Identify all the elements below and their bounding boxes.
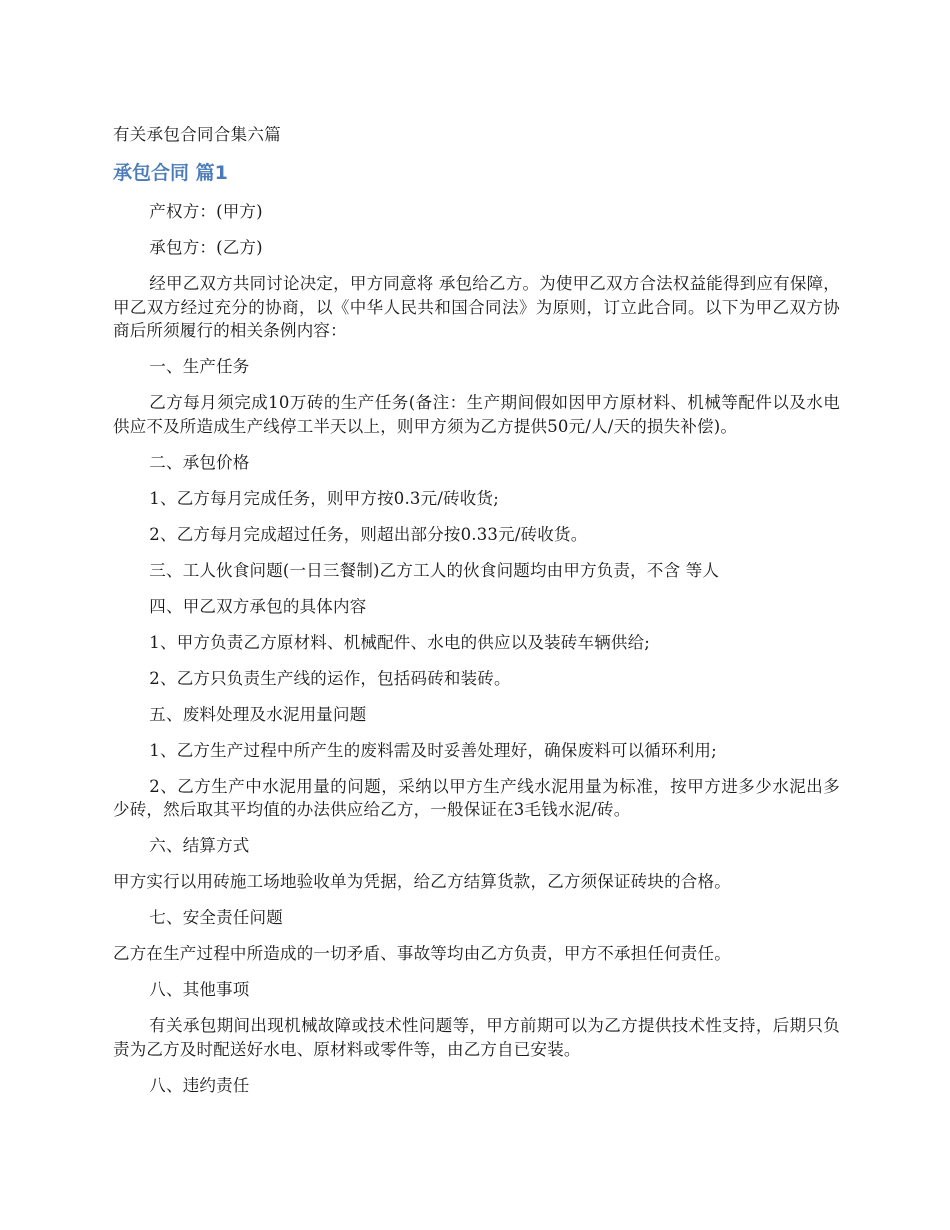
- document-title: 有关承包合同合集六篇: [113, 125, 281, 144]
- clause-item-scope-1: 1、甲方负责乙方原材料、机械配件、水电的供应以及装砖车辆供给;: [149, 632, 651, 652]
- clause-heading-breach: 八、违约责任: [149, 1075, 250, 1095]
- section-heading: 承包合同 篇1: [113, 162, 228, 184]
- clause-heading-scope: 四、甲乙双方承包的具体内容: [149, 596, 367, 616]
- clause-heading-production: 一、生产任务: [149, 357, 250, 376]
- party-b-line: 承包方：(乙方): [149, 238, 263, 257]
- clause-meals: 三、工人伙食问题(一日三餐制)乙方工人的伙食问题均由甲方负责，不含 等人: [149, 560, 720, 580]
- intro-paragraph: 经甲乙双方共同讨论决定，甲方同意将 承包给乙方。为使甲乙双方合法权益能得到应有保障，甲乙双方经过充分的协商，以《中华人民共和国合同法》为原则，订立此合同。以下为甲乙双方协商后所须履行的相关条例内容：: [113, 274, 840, 340]
- clause-heading-settlement: 六、结算方式: [149, 836, 250, 855]
- clause-text-production: 乙方每月须完成10万砖的生产任务(备注：生产期间假如因甲方原材料、机械等配件以及水电供应不及所造成生产线停工半天以上，则甲方须为乙方提供50元/人/天的损失补偿)。: [113, 393, 840, 436]
- clause-heading-other: 八、其他事项: [149, 980, 250, 999]
- clause-item-price-2: 2、乙方每月完成超过任务，则超出部分按0.33元/砖收货。: [149, 524, 588, 544]
- clause-item-waste-1: 1、乙方生产过程中所产生的废料需及时妥善处理好，确保废料可以循环利用;: [149, 740, 717, 760]
- clause-heading-waste: 五、废料处理及水泥用量问题: [149, 704, 367, 724]
- party-a-line: 产权方：(甲方): [149, 202, 263, 221]
- clause-text-safety: 乙方在生产过程中所造成的一切矛盾、事故等均由乙方负责，甲方不承担任何责任。: [113, 944, 731, 963]
- clause-text-other: 有关承包期间出现机械故障或技术性问题等，甲方前期可以为乙方提供技术性支持，后期只负责为乙方及时配送好水电、原材料或零件等，由乙方自已安装。: [113, 1016, 840, 1059]
- clause-item-price-1: 1、乙方每月完成任务，则甲方按0.3元/砖收货;: [149, 488, 499, 508]
- document-page: [113, 122, 840, 1110]
- clause-heading-price: 二、承包价格: [149, 452, 250, 472]
- clause-item-waste-2: 2、乙方生产中水泥用量的问题，采纳以甲方生产线水泥用量为标准，按甲方进多少水泥出多少砖，然后取其平均值的办法供应给乙方，一般保证在3毛钱水泥/砖。: [113, 776, 840, 819]
- clause-text-settlement: 甲方实行以用砖施工场地验收单为凭据，给乙方结算货款，乙方须保证砖块的合格。: [113, 872, 731, 891]
- clause-item-scope-2: 2、乙方只负责生产线的运作，包括码砖和装砖。: [149, 668, 511, 688]
- clause-heading-safety: 七、安全责任问题: [149, 908, 283, 927]
